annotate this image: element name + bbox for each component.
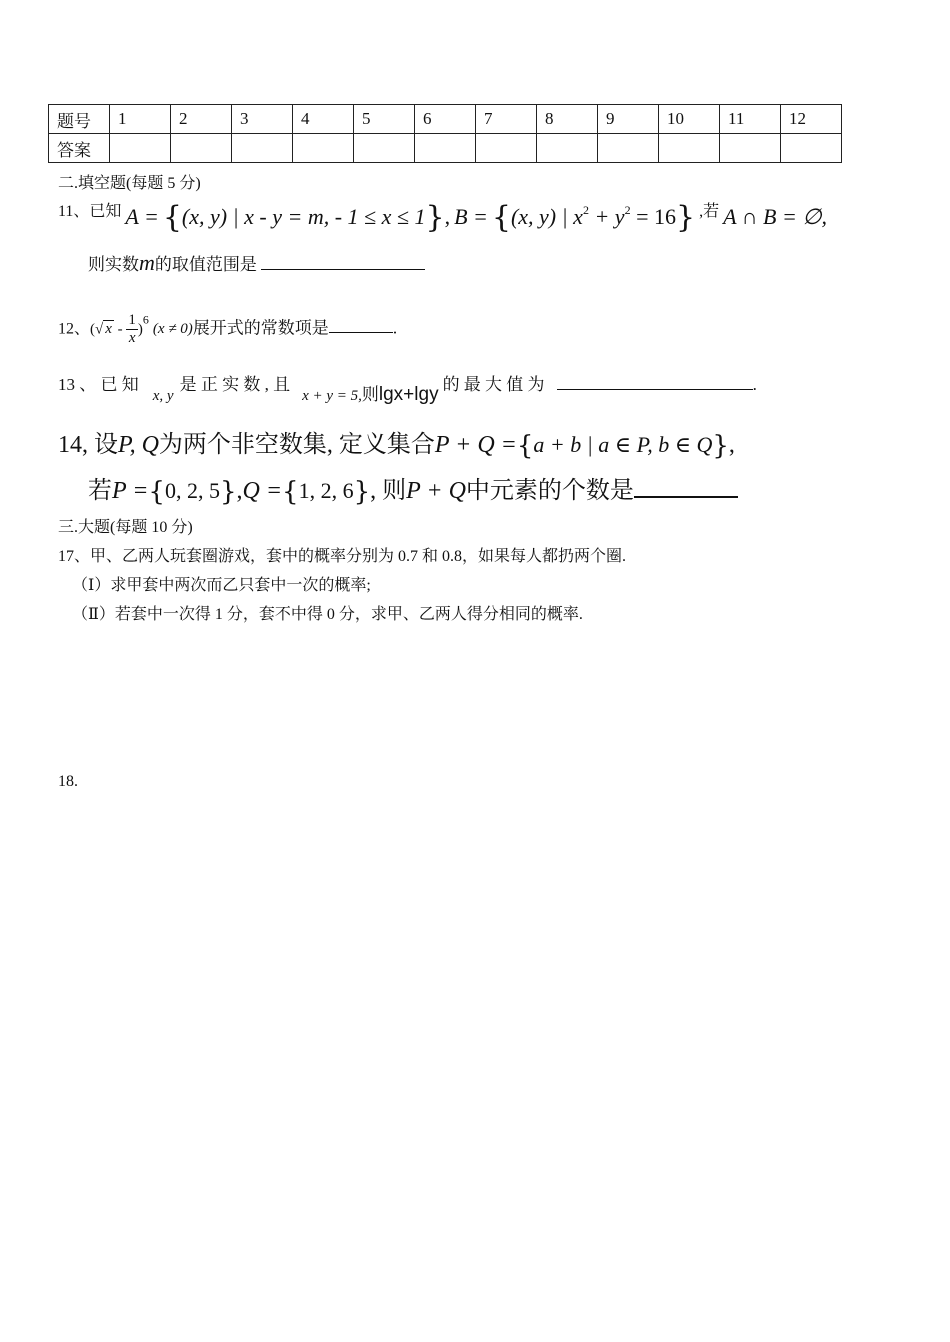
q11-set-a-inner: (x, y) | x - y = m, - 1 ≤ x ≤ 1 xyxy=(181,204,426,229)
q14-line2-i: 中元素的个数是 xyxy=(465,478,634,504)
answer-cell[interactable] xyxy=(537,134,598,163)
question-number-cell: 11 xyxy=(720,105,781,134)
q14-line2-c: 0, 2, 5 xyxy=(164,478,220,503)
q11-line2-text-a: 则实数 xyxy=(88,255,139,274)
answer-table xyxy=(48,104,842,163)
answer-cell[interactable] xyxy=(293,134,354,163)
left-brace-icon: { xyxy=(162,200,182,235)
question-number-cell: 8 xyxy=(537,105,598,134)
question-number-cell: 5 xyxy=(354,105,415,134)
q11-set-b: B = xyxy=(454,204,488,229)
q14-line1-a: 14, 设 xyxy=(58,432,118,458)
right-brace-icon: } xyxy=(353,477,371,507)
q14-line2-g: , 则 xyxy=(370,478,407,504)
question-14-line1 xyxy=(58,424,735,461)
q12-end: . xyxy=(392,318,398,338)
q14-line1-f: , xyxy=(728,432,735,458)
answer-cell[interactable] xyxy=(720,134,781,163)
answer-blank[interactable] xyxy=(329,331,393,333)
question-12 xyxy=(58,312,397,360)
question-17-stem: 17、甲、乙两人玩套圈游戏，套中的概率分别为 0.7 和 0.8，如果每人都扔两个圈. xyxy=(58,548,627,565)
answer-cell[interactable] xyxy=(171,134,232,163)
q13-expression: lgx+lgy xyxy=(378,384,439,405)
q11-ruo: ,若 xyxy=(699,203,720,220)
right-brace-icon: } xyxy=(712,431,729,461)
q11-prefix: 11、已知 xyxy=(58,203,122,220)
answer-blank[interactable] xyxy=(634,495,738,498)
q12-numerator: 1 xyxy=(128,312,136,328)
q12-fraction xyxy=(126,312,138,348)
q14-line2-e: Q = xyxy=(242,478,283,504)
answer-cell[interactable] xyxy=(781,134,842,163)
question-17-part2: （Ⅱ）若套中一次得 1 分，套不中得 0 分，求甲、乙两人得分相同的概率. xyxy=(72,606,583,623)
q14-line2-f: 1, 2, 6 xyxy=(298,478,354,503)
q11-set-a: A = xyxy=(125,204,159,229)
q11-line2-text-b: 的取值范围是 xyxy=(154,255,257,274)
left-brace-icon: { xyxy=(491,200,511,235)
answer-cell[interactable] xyxy=(110,134,171,163)
question-number-cell: 3 xyxy=(232,105,293,134)
answer-cell[interactable] xyxy=(659,134,720,163)
question-number-cell: 2 xyxy=(171,105,232,134)
question-14-line2 xyxy=(88,470,738,507)
left-brace-icon: { xyxy=(516,431,534,461)
answer-cell[interactable] xyxy=(415,134,476,163)
q11-square-exp: 2 xyxy=(582,203,589,217)
q13-prefix: 13 、 已 知 xyxy=(58,375,139,394)
q13-text1: 是 正 实 数 , 且 xyxy=(179,375,291,394)
question-number-cell: 9 xyxy=(598,105,659,134)
q12-prefix: 12、 xyxy=(58,320,91,338)
q12-open-paren: ( xyxy=(90,321,96,338)
q13-text3: 的 最 大 值 为 xyxy=(442,375,545,394)
q12-condition: (x ≠ 0) xyxy=(152,321,193,338)
question-number-cell: 1 xyxy=(110,105,171,134)
q11-var-m: m xyxy=(139,250,155,275)
q12-radicand: x xyxy=(105,321,112,338)
q11-set-b-inner-c: = 16 xyxy=(630,204,676,229)
q11-condition: A ∩ B = ∅, xyxy=(723,204,827,229)
q11-set-b-inner-b: + y xyxy=(588,204,625,229)
question-11-line1 xyxy=(58,198,827,242)
left-brace-icon: { xyxy=(148,477,165,507)
q14-line2-h: P + Q xyxy=(406,478,466,504)
question-number-cell: 7 xyxy=(476,105,537,134)
q12-close-paren: ) xyxy=(137,321,143,338)
q14-line1-b: P, Q xyxy=(118,432,159,458)
right-brace-icon: } xyxy=(425,200,445,235)
question-17-part1: （Ⅰ）求甲套中两次而乙只套中一次的概率; xyxy=(72,577,371,594)
q13-text2: 则 xyxy=(361,385,379,404)
answer-table-answer-row xyxy=(49,134,842,163)
answer-table-header-row xyxy=(49,105,842,134)
q14-line2-b: P = xyxy=(112,478,149,504)
q11-comma: , xyxy=(444,204,451,229)
q14-line1-c: 为两个非空数集, 定义集合 xyxy=(158,432,435,458)
answer-cell[interactable] xyxy=(598,134,659,163)
q12-denominator: x xyxy=(126,329,138,347)
q12-minus: - xyxy=(113,321,127,338)
answer-cell[interactable] xyxy=(232,134,293,163)
q11-square-exp: 2 xyxy=(624,203,631,217)
answer-cell[interactable] xyxy=(476,134,537,163)
right-brace-icon: } xyxy=(676,200,696,235)
question-number-cell: 12 xyxy=(781,105,842,134)
q14-line1-e: a + b | a ∈ P, b ∈ Q xyxy=(533,432,713,457)
section2-heading: 二.填空题(每题 5 分) xyxy=(58,175,201,192)
question-number-cell: 4 xyxy=(293,105,354,134)
q12-text: 展开式的常数项是 xyxy=(192,318,329,338)
answer-cell[interactable] xyxy=(354,134,415,163)
question-number-label: 题号 xyxy=(49,105,110,134)
question-18-label: 18. xyxy=(58,773,78,790)
answer-blank[interactable] xyxy=(557,388,753,390)
section3-heading: 三.大题(每题 10 分) xyxy=(58,519,193,536)
q13-vars: x, y xyxy=(152,388,174,404)
q14-line1-d: P + Q = xyxy=(434,432,517,458)
question-11-line2 xyxy=(88,250,425,276)
q13-end: . xyxy=(752,375,757,394)
answer-blank[interactable] xyxy=(261,268,425,270)
q12-exponent: 6 xyxy=(142,312,149,327)
q13-condition: x + y = 5, xyxy=(302,388,362,404)
left-brace-icon: { xyxy=(282,477,299,507)
question-13 xyxy=(58,370,757,406)
answer-label: 答案 xyxy=(49,134,110,163)
sqrt-icon: √ xyxy=(95,321,104,338)
question-number-cell: 10 xyxy=(659,105,720,134)
question-number-cell: 6 xyxy=(415,105,476,134)
right-brace-icon: } xyxy=(219,477,237,507)
q14-line2-d: , xyxy=(236,478,243,504)
q11-set-b-inner-a: (x, y) | x xyxy=(510,204,583,229)
q14-line2-a: 若 xyxy=(88,478,112,504)
